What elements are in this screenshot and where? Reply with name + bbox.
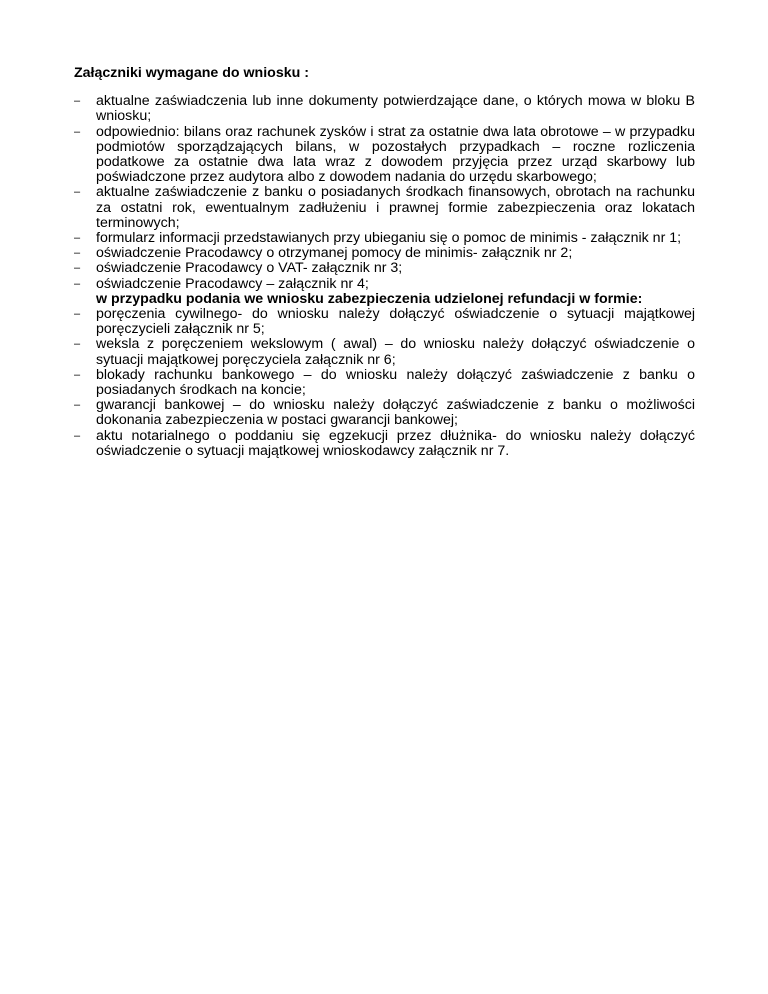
dash-bullet: – [74, 95, 81, 108]
dash-bullet: – [74, 125, 81, 138]
list-item [74, 185, 695, 231]
list-item-text: gwarancji bankowej – do wniosku należy dołączyć zaświadczenie z banku o możliwości dokonania zabezpieczenia w postaci gwarancji bankowej; [96, 397, 695, 429]
list-item [74, 337, 695, 367]
list-item-text: aktu notarialnego o poddaniu się egzekucji przez dłużnika- do wniosku należy dołączyć oświadczenie o sytuacji majątkowej wnioskodawcy załącznik nr 7. [96, 427, 695, 459]
list-item-text: aktualne zaświadczenia lub inne dokumenty potwierdzające dane, o których mowa w bloku B wniosku; [96, 93, 695, 125]
list-item [74, 94, 695, 124]
list-item [74, 277, 695, 292]
list-item [74, 398, 695, 428]
attachments-list [74, 94, 695, 292]
dash-bullet: – [74, 186, 81, 199]
list-item-text: weksla z poręczeniem wekslowym ( awal) – do wniosku należy dołączyć oświadczenie o sytuacji majątkowej poręczyciela załącznik nr 6; [96, 336, 695, 368]
list-item [74, 125, 695, 186]
list-item-text: oświadczenie Pracodawcy o otrzymanej pomocy de minimis- załącznik nr 2; [96, 245, 573, 262]
list-item-text: formularz informacji przedstawianych przy ubieganiu się o pomoc de minimis - załącznik nr 1; [96, 230, 682, 247]
security-forms-list [74, 307, 695, 459]
list-item [74, 231, 695, 246]
list-item-text: aktualne zaświadczenie z banku o posiadanych środkach finansowych, obrotach na rachunku za ostatni rok, ewentualnym zadłużeniu i prawnej formie zabezpieczenia oraz lokatach terminowych; [96, 184, 695, 231]
list-item [74, 261, 695, 276]
dash-bullet: – [74, 399, 81, 412]
list-item [74, 429, 695, 459]
page-title: Załączniki wymagane do wniosku : [74, 65, 309, 81]
dash-bullet: – [74, 247, 81, 260]
list-item-text: odpowiednio: bilans oraz rachunek zysków i strat za ostatnie dwa lata obrotowe – w przypadku podmiotów sporządzających bilans, w pozostałych przypadkach – roczne rozliczenia podatkowe za ostatnie dwa lata wraz z dowodem przyjęcia przez urząd skarbowy lub poświadczone przez audytora albo z dowodem nadania do urzędu skarbowego; [96, 123, 695, 186]
list-item-text: oświadczenie Pracodawcy o VAT- załącznik nr 3; [96, 260, 403, 277]
list-item [74, 368, 695, 398]
dash-bullet: – [74, 429, 81, 442]
dash-bullet: – [74, 232, 81, 245]
security-subheading: w przypadku podania we wniosku zabezpieczenia udzielonej refundacji w formie: [96, 290, 643, 307]
document-page [74, 66, 695, 459]
dash-bullet: – [74, 277, 81, 290]
dash-bullet: – [74, 262, 81, 275]
list-item [74, 307, 695, 337]
list-item [74, 246, 695, 261]
dash-bullet: – [74, 368, 81, 381]
list-item-text: blokady rachunku bankowego – do wniosku należy dołączyć zaświadczenie z banku o posiadanych środkach na koncie; [96, 366, 695, 399]
dash-bullet: – [74, 308, 81, 321]
dash-bullet: – [74, 338, 81, 351]
list-item-text: poręczenia cywilnego- do wniosku należy dołączyć oświadczenie o sytuacji majątkowej poręczycieli załącznik nr 5; [96, 306, 695, 338]
list-item-text: oświadczenie Pracodawcy – załącznik nr 4; [96, 275, 369, 292]
